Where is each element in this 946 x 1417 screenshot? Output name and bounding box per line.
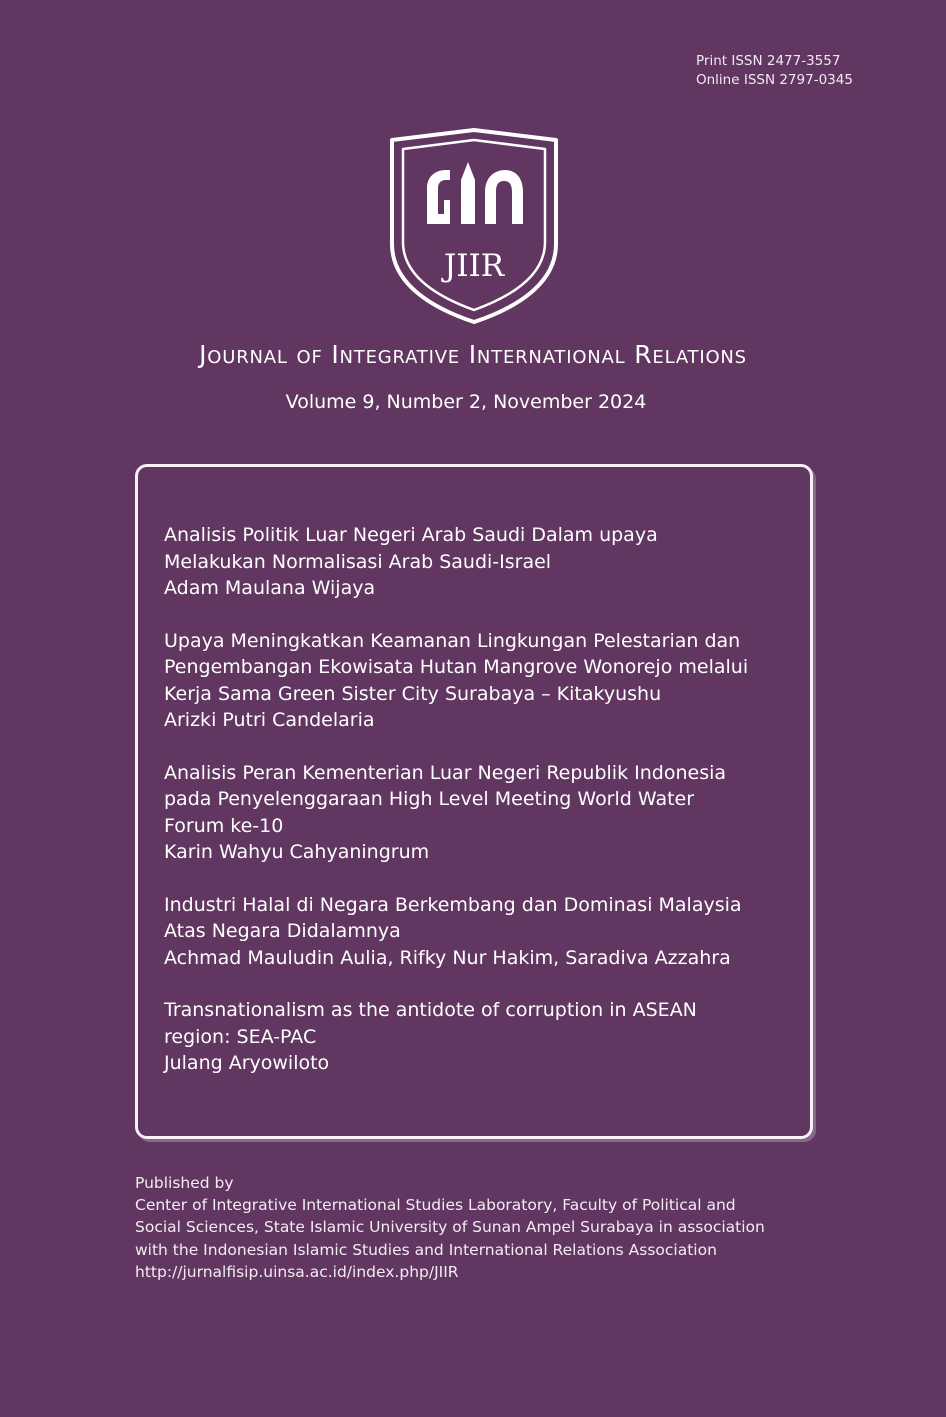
article-entry (164, 522, 804, 602)
article-entry (164, 760, 804, 866)
journal-title: Journal of Integrative International Relations (199, 340, 747, 369)
article-entry (164, 628, 804, 734)
article-list (164, 522, 804, 1103)
article-title-line: region: SEA-PAC (164, 1025, 317, 1048)
article-author: Achmad Mauludin Aulia, Rifky Nur Hakim, Saradiva Azzahra (164, 946, 731, 969)
published-by-label: Published by (135, 1174, 234, 1192)
article-title-line: Industri Halal di Negara Berkembang dan Dominasi Malaysia (164, 893, 742, 916)
article-author: Julang Aryowiloto (164, 1052, 330, 1074)
volume-issue: Volume 9, Number 2, November 2024 (285, 391, 647, 413)
print-issn: Print ISSN 2477-3557 (696, 53, 841, 69)
issn-block (696, 52, 853, 90)
article-title-line: Analisis Politik Luar Negeri Arab Saudi Dalam upaya (164, 524, 658, 546)
article-title-line: pada Penyelenggaraan High Level Meeting World Water (164, 788, 695, 810)
article-author: Adam Maulana Wijaya (164, 577, 376, 599)
article-title-line: Upaya Meningkatkan Keamanan Lingkungan Pelestarian dan (164, 629, 741, 652)
online-issn: Online ISSN 2797-0345 (696, 72, 853, 88)
article-title-line: Forum ke-10 (164, 814, 284, 837)
article-title-line: Kerja Sama Green Sister City Surabaya – Kitakyushu (164, 682, 662, 705)
logo-text: JIIR (443, 248, 505, 284)
jiir-shield-logo (386, 126, 562, 326)
article-title-line: Pengembangan Ekowisata Hutan Mangrove Wonorejo melalui (164, 656, 749, 678)
article-title-line: Melakukan Normalisasi Arab Saudi-Israel (164, 550, 552, 573)
article-entry (164, 997, 804, 1077)
publisher-line: Social Sciences, State Islamic University of Sunan Ampel Surabaya in association (135, 1218, 765, 1237)
article-author: Arizki Putri Candelaria (164, 709, 375, 731)
article-entry (164, 892, 804, 972)
publisher-info (135, 1172, 835, 1283)
article-author: Karin Wahyu Cahyaningrum (164, 841, 430, 863)
journal-url[interactable]: http://jurnalfisip.uinsa.ac.id/index.php/JIIR (135, 1262, 459, 1281)
publisher-line: with the Indonesian Islamic Studies and International Relations Association (135, 1240, 717, 1259)
article-title-line: Analisis Peran Kementerian Luar Negeri Republik Indonesia (164, 761, 727, 784)
publisher-line: Center of Integrative International Studies Laboratory, Faculty of Political and (135, 1196, 736, 1215)
article-title-line: Atas Negara Didalamnya (164, 920, 401, 942)
article-title-line: Transnationalism as the antidote of corruption in ASEAN (164, 999, 697, 1021)
